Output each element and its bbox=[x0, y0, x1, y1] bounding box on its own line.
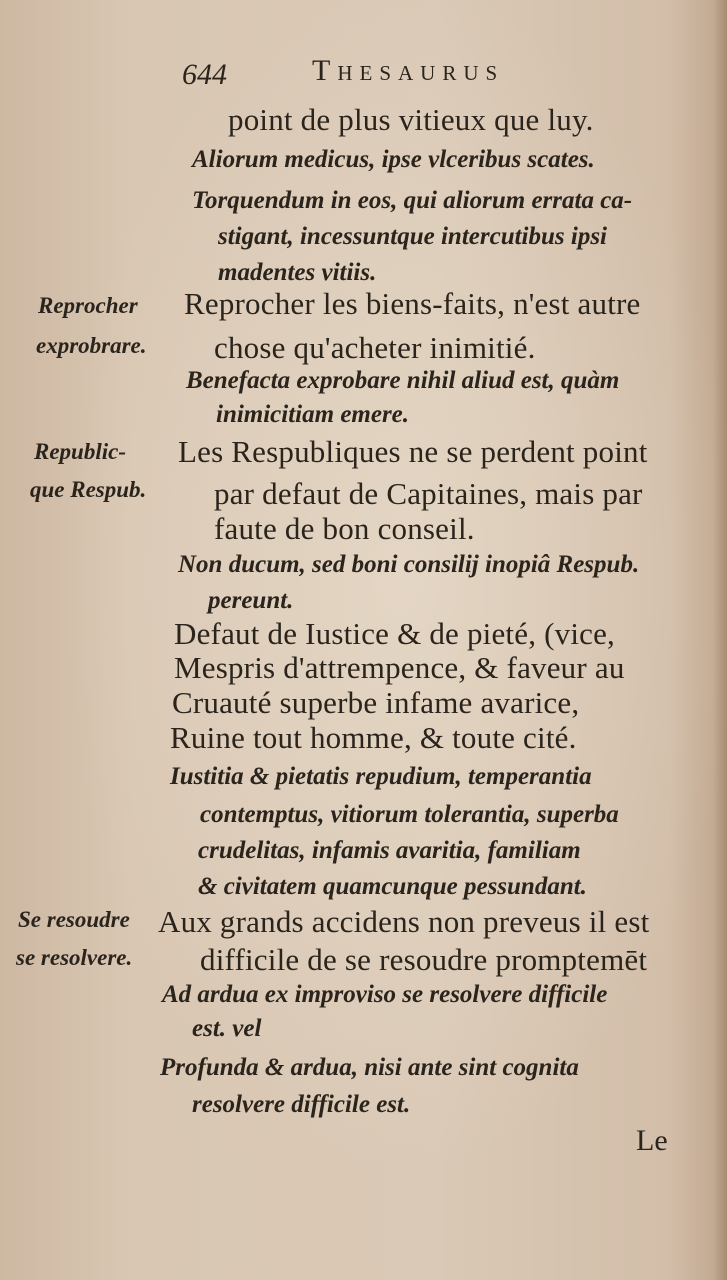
text-line: Aliorum medicus, ipse vlceribus scates. bbox=[192, 146, 595, 173]
catchword: Le bbox=[636, 1124, 668, 1157]
text-line: Mespris d'attrempence, & faveur au bbox=[174, 650, 625, 685]
text-line: faute de bon conseil. bbox=[214, 511, 475, 546]
margin-note: exprobrare. bbox=[36, 333, 147, 358]
text-line: est. vel bbox=[192, 1015, 262, 1042]
text-line: Ad ardua ex improviso se resolvere difficile bbox=[162, 981, 608, 1008]
text-line: Ruine tout homme, & toute cité. bbox=[170, 720, 577, 755]
text-line: Reprocher les biens-faits, n'est autre bbox=[184, 286, 641, 321]
text-line: Les Respubliques ne se perdent point bbox=[178, 434, 648, 469]
text-line: pereunt. bbox=[208, 587, 294, 614]
page-edge-shadow bbox=[713, 0, 727, 1280]
margin-note: Republic- bbox=[34, 439, 126, 464]
text-line: par defaut de Capitaines, mais par bbox=[214, 476, 643, 511]
text-line: difficile de se resoudre promptemēt bbox=[200, 942, 648, 977]
margin-note: Reprocher bbox=[38, 293, 138, 318]
text-line: point de plus vitieux que luy. bbox=[228, 102, 594, 137]
text-line: Defaut de Iustice & de pieté, (vice, bbox=[174, 616, 616, 651]
text-line: Profunda & ardua, nisi ante sint cognita bbox=[160, 1054, 579, 1081]
page-number: 644 bbox=[182, 58, 227, 91]
margin-note: se resolvere. bbox=[16, 945, 133, 970]
text-line: Benefacta exprobare nihil aliud est, quàm bbox=[186, 367, 620, 394]
text-line: contemptus, vitiorum tolerantia, superba bbox=[200, 801, 619, 828]
text-line: chose qu'acheter inimitié. bbox=[214, 330, 536, 365]
text-line: Iustitia & pietatis repudium, temperantia bbox=[170, 763, 592, 790]
text-line: crudelitas, infamis avaritia, familiam bbox=[198, 837, 581, 864]
running-title: Thesaurus bbox=[312, 54, 505, 87]
text-line: resolvere difficile est. bbox=[192, 1091, 411, 1118]
text-line: stigant, incessuntque intercutibus ipsi bbox=[218, 223, 607, 250]
text-line: inimicitiam emere. bbox=[216, 401, 410, 428]
text-line: Non ducum, sed boni consilij inopiâ Respub. bbox=[178, 551, 640, 578]
text-line: Torquendum in eos, qui aliorum errata ca- bbox=[192, 187, 633, 214]
text-line: madentes vitiis. bbox=[218, 259, 377, 286]
text-line: Cruauté superbe infame avarice, bbox=[172, 685, 580, 720]
margin-note: Se resoudre bbox=[18, 907, 130, 932]
margin-note: que Respub. bbox=[30, 477, 147, 502]
text-line: Aux grands accidens non preveus il est bbox=[158, 904, 650, 939]
text-line: & civitatem quamcunque pessundant. bbox=[198, 873, 587, 900]
